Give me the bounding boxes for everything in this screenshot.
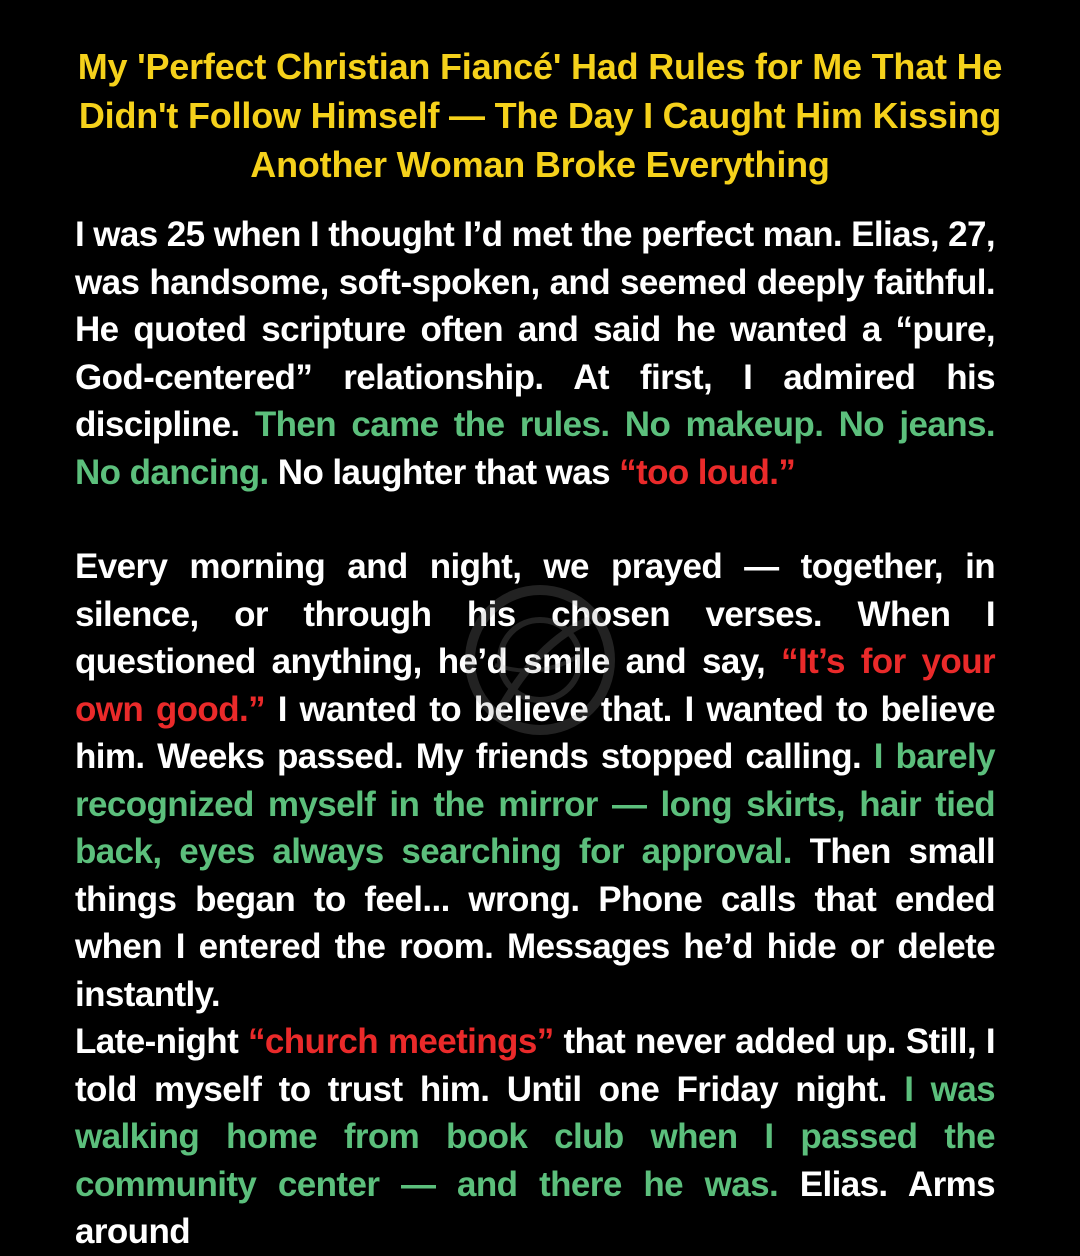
red-highlight: “too loud.”: [619, 452, 796, 492]
text-run: I wanted to believe that. I wanted to believe him. Weeks passed. My friends stopped calling.: [75, 689, 995, 776]
text-run: Every morning and night, we prayed — together, in silence, or through his chosen verses. When I questioned anything, he’d smile and say,: [75, 547, 995, 681]
circular-logo-watermark-icon: [440, 560, 640, 760]
red-highlight: “church meetings”: [248, 1022, 554, 1061]
article-title: My 'Perfect Christian Fiancé' Had Rules for Me That He Didn't Follow Himself — The Day I Caught Him Kissing Another Woman Broke Everything: [77, 46, 1003, 185]
text-run: that never added up. Still, I told myself to trust him. Until one Friday night.: [75, 1022, 995, 1109]
text-run: I was 25 when I thought I’d met the perfect man. Elias, 27, was handsome, soft-spoken, and seemed deeply faithful. He quoted scripture often and said he wanted a “pure, God-centered” relationship. At first, I admired his discipline.: [75, 215, 995, 444]
paragraph-1: [75, 211, 995, 496]
text-run: Then small things began to feel... wrong. Phone calls that ended when I entered the room. Messages he’d hide or delete instantly.: [75, 832, 996, 1014]
paragraph-3: [75, 1018, 995, 1256]
green-highlight: Then came the rules. No makeup. No jeans. No dancing.: [75, 405, 995, 492]
green-highlight: I was walking home from book club when I passed the community center — and there he was.: [75, 1069, 995, 1204]
text-run: Elias. Arms around: [75, 1164, 995, 1251]
text-run: No laughter that was: [268, 452, 620, 492]
red-highlight: “It’s for your own good.”: [75, 642, 995, 729]
text-run: Late-night: [75, 1022, 248, 1061]
green-highlight: I barely recognized myself in the mirror — long skirts, hair tied back, eyes always searching for approval.: [75, 737, 995, 871]
